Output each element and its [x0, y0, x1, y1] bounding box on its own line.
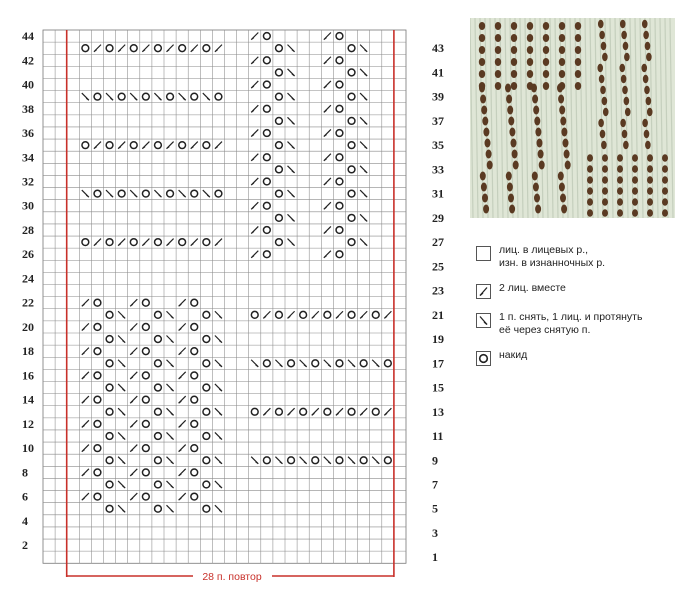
photo-eyelet — [559, 58, 565, 66]
photo-eyelet — [602, 176, 608, 184]
photo-eyelet — [482, 194, 488, 203]
row-number-right: 31 — [432, 186, 444, 201]
photo-eyelet — [647, 198, 653, 206]
photo-eyelet — [632, 198, 638, 206]
photo-eyelet — [543, 22, 549, 30]
row-number-left: 28 — [22, 222, 34, 237]
photo-eyelet — [535, 128, 541, 137]
row-number-right: 7 — [432, 477, 438, 492]
photo-eyelet — [619, 64, 625, 72]
photo-eyelet — [480, 172, 486, 181]
photo-eyelet — [644, 86, 650, 94]
photo-eyelet — [662, 154, 668, 162]
legend-item-k2tog — [476, 282, 686, 299]
photo-eyelet — [647, 187, 653, 195]
photo-eyelet — [646, 97, 652, 105]
legend-knit-line1: лиц. в лицевых р., — [499, 244, 589, 256]
photo-eyelet — [479, 84, 485, 93]
photo-eyelet — [507, 106, 513, 115]
photo-eyelet — [622, 86, 628, 94]
photo-eyelet — [565, 161, 571, 170]
row-number-right: 25 — [432, 259, 444, 274]
row-number-right: 17 — [432, 356, 444, 371]
photo-eyelet — [587, 187, 593, 195]
photo-eyelet — [481, 106, 487, 115]
photo-eyelet — [644, 130, 650, 138]
photo-eyelet — [647, 176, 653, 184]
photo-eyelet — [561, 128, 567, 137]
photo-eyelet — [561, 205, 567, 214]
photo-eyelet — [602, 165, 608, 173]
row-number-left: 16 — [22, 368, 34, 383]
photo-eyelet — [617, 165, 623, 173]
photo-eyelet — [559, 183, 565, 192]
photo-eyelet — [643, 31, 649, 39]
row-number-left: 36 — [22, 126, 34, 141]
photo-eyelet — [617, 176, 623, 184]
photo-eyelet — [495, 82, 501, 90]
row-number-left: 44 — [22, 29, 34, 44]
photo-eyelet — [559, 22, 565, 30]
photo-eyelet — [617, 198, 623, 206]
photo-eyelet — [485, 139, 491, 148]
photo-eyelet — [560, 194, 566, 203]
photo-eyelet — [623, 141, 629, 149]
photo-eyelet — [563, 139, 569, 148]
photo-eyelet — [632, 209, 638, 217]
photo-eyelet — [495, 58, 501, 66]
photo-eyelet — [558, 95, 564, 104]
legend-item-knit — [476, 244, 686, 270]
photo-eyelet — [479, 46, 485, 54]
photo-eyelet — [507, 183, 513, 192]
lace-photo — [470, 18, 675, 218]
photo-eyelet — [533, 183, 539, 192]
photo-eyelet — [602, 187, 608, 195]
photo-eyelet — [641, 64, 647, 72]
photo-eyelet — [509, 128, 515, 137]
row-number-left: 30 — [22, 198, 34, 213]
photo-eyelet — [587, 154, 593, 162]
photo-eyelet — [599, 31, 605, 39]
photo-eyelet — [559, 70, 565, 78]
photo-eyelet — [557, 84, 563, 93]
photo-eyelet — [537, 139, 543, 148]
photo-eyelet — [575, 70, 581, 78]
photo-eyelet — [645, 141, 651, 149]
photo-eyelet — [539, 161, 545, 170]
photo-eyelet — [587, 209, 593, 217]
photo-eyelet — [647, 165, 653, 173]
photo-eyelet — [662, 209, 668, 217]
photo-eyelet — [560, 117, 566, 126]
photo-eyelet — [620, 119, 626, 127]
photo-eyelet — [533, 106, 539, 115]
row-number-right: 37 — [432, 113, 444, 128]
row-number-right: 13 — [432, 404, 444, 419]
photo-eyelet — [495, 22, 501, 30]
photo-eyelet — [512, 150, 518, 159]
row-number-left: 40 — [22, 77, 34, 92]
photo-eyelet — [495, 46, 501, 54]
k2tog-symbol-icon — [476, 284, 491, 299]
legend-ssk-line1: 1 п. снять, 1 лиц. и протянуть — [499, 311, 643, 323]
row-number-left: 38 — [22, 101, 34, 116]
row-number-right: 1 — [432, 550, 438, 565]
repeat-label-text: 28 п. повтор — [202, 571, 262, 583]
photo-eyelet — [587, 176, 593, 184]
row-number-left: 32 — [22, 174, 34, 189]
row-number-right: 15 — [432, 380, 444, 395]
photo-eyelet — [564, 150, 570, 159]
photo-eyelet — [662, 198, 668, 206]
legend-knit-line2: изн. в изнанночных р. — [499, 257, 606, 269]
photo-eyelet — [602, 53, 608, 61]
legend-item-ssk — [476, 311, 686, 337]
photo-eyelet — [505, 84, 511, 93]
photo-eyelet — [662, 176, 668, 184]
photo-eyelet — [623, 42, 629, 50]
photo-eyelet — [617, 187, 623, 195]
row-number-left: 10 — [22, 441, 34, 456]
row-number-left: 18 — [22, 344, 34, 359]
row-number-right: 41 — [432, 65, 444, 80]
photo-eyelet — [534, 117, 540, 126]
photo-eyelet — [495, 70, 501, 78]
photo-eyelet — [559, 106, 565, 115]
photo-eyelet — [527, 70, 533, 78]
photo-eyelet — [559, 46, 565, 54]
photo-eyelet — [483, 128, 489, 137]
legend-ssk-line2: её через снятую п. — [499, 324, 591, 336]
photo-eyelet — [598, 119, 604, 127]
photo-eyelet — [601, 42, 607, 50]
row-number-right: 29 — [432, 210, 444, 225]
photo-eyelet — [527, 22, 533, 30]
photo-eyelet — [662, 187, 668, 195]
photo-eyelet — [575, 82, 581, 90]
photo-eyelet — [511, 58, 517, 66]
photo-eyelet — [647, 209, 653, 217]
photo-eyelet — [511, 70, 517, 78]
photo-eyelet — [598, 20, 604, 28]
photo-eyelet — [647, 154, 653, 162]
row-number-left: 4 — [22, 513, 28, 528]
photo-eyelet — [603, 108, 609, 116]
photo-eyelet — [662, 165, 668, 173]
row-number-left: 14 — [22, 392, 34, 407]
photo-eyelet — [495, 34, 501, 42]
photo-eyelet — [597, 64, 603, 72]
row-number-left: 34 — [22, 150, 34, 165]
photo-eyelet — [646, 53, 652, 61]
photo-eyelet — [632, 187, 638, 195]
photo-eyelet — [513, 161, 519, 170]
row-number-left: 24 — [22, 271, 34, 286]
photo-eyelet — [479, 70, 485, 78]
photo-eyelet — [538, 150, 544, 159]
row-number-right: 19 — [432, 332, 444, 347]
photo-eyelet — [527, 46, 533, 54]
legend-yo-text: накид — [499, 349, 528, 361]
photo-eyelet — [508, 194, 514, 203]
photo-eyelet — [601, 141, 607, 149]
photo-eyelet — [602, 198, 608, 206]
row-number-right: 5 — [432, 501, 438, 516]
photo-eyelet — [647, 108, 653, 116]
photo-eyelet — [559, 34, 565, 42]
knit-symbol-icon — [476, 246, 491, 261]
photo-eyelet — [511, 34, 517, 42]
legend-item-yo — [476, 349, 686, 366]
photo-eyelet — [532, 172, 538, 181]
knitted-lace-sample-photo — [470, 18, 675, 218]
row-number-left: 42 — [22, 53, 34, 68]
photo-eyelet — [487, 161, 493, 170]
photo-eyelet — [575, 58, 581, 66]
row-number-right: 39 — [432, 89, 444, 104]
row-number-right: 23 — [432, 283, 444, 298]
photo-eyelet — [480, 95, 486, 104]
row-number-left: 26 — [22, 247, 34, 262]
photo-eyelet — [617, 154, 623, 162]
photo-eyelet — [527, 34, 533, 42]
photo-eyelet — [532, 95, 538, 104]
photo-eyelet — [543, 34, 549, 42]
photo-eyelet — [482, 117, 488, 126]
photo-eyelet — [511, 22, 517, 30]
photo-eyelet — [625, 108, 631, 116]
photo-eyelet — [543, 82, 549, 90]
photo-eyelet — [543, 46, 549, 54]
photo-eyelet — [558, 172, 564, 181]
photo-eyelet — [645, 42, 651, 50]
photo-eyelet — [624, 97, 630, 105]
photo-eyelet — [506, 172, 512, 181]
photo-eyelet — [543, 70, 549, 78]
row-number-right: 43 — [432, 41, 444, 56]
photo-eyelet — [483, 205, 489, 214]
photo-eyelet — [543, 58, 549, 66]
photo-eyelet — [508, 117, 514, 126]
photo-eyelet — [511, 46, 517, 54]
photo-eyelet — [575, 34, 581, 42]
photo-eyelet — [632, 165, 638, 173]
photo-eyelet — [632, 154, 638, 162]
photo-eyelet — [486, 150, 492, 159]
photo-eyelet — [575, 22, 581, 30]
row-number-right: 21 — [432, 307, 444, 322]
photo-eyelet — [531, 84, 537, 93]
photo-eyelet — [622, 130, 628, 138]
photo-eyelet — [602, 154, 608, 162]
row-number-right: 33 — [432, 162, 444, 177]
photo-eyelet — [599, 75, 605, 83]
ssk-symbol-icon — [476, 313, 491, 328]
photo-eyelet — [534, 194, 540, 203]
photo-eyelet — [479, 58, 485, 66]
photo-eyelet — [587, 165, 593, 173]
photo-eyelet — [506, 95, 512, 104]
legend-k2tog-text: 2 лиц. вместе — [499, 282, 566, 294]
photo-eyelet — [479, 34, 485, 42]
photo-eyelet — [511, 82, 517, 90]
photo-eyelet — [600, 130, 606, 138]
row-number-left: 12 — [22, 416, 34, 431]
photo-eyelet — [535, 205, 541, 214]
row-number-right: 3 — [432, 525, 438, 540]
legend — [476, 244, 686, 378]
photo-eyelet — [511, 139, 517, 148]
row-number-left: 2 — [22, 538, 28, 553]
photo-eyelet — [620, 20, 626, 28]
photo-eyelet — [617, 209, 623, 217]
row-number-right: 11 — [432, 429, 444, 444]
photo-eyelet — [509, 205, 515, 214]
photo-eyelet — [575, 46, 581, 54]
row-number-left: 6 — [22, 489, 28, 504]
photo-eyelet — [602, 97, 608, 105]
row-number-right: 27 — [432, 235, 444, 250]
photo-eyelet — [479, 22, 485, 30]
photo-eyelet — [527, 58, 533, 66]
row-number-left: 8 — [22, 465, 28, 480]
photo-eyelet — [481, 183, 487, 192]
photo-eyelet — [621, 31, 627, 39]
row-number-right: 35 — [432, 138, 444, 153]
photo-eyelet — [632, 176, 638, 184]
photo-eyelet — [642, 20, 648, 28]
photo-eyelet — [624, 53, 630, 61]
photo-eyelet — [587, 198, 593, 206]
row-number-left: 20 — [22, 319, 34, 334]
row-number-left: 22 — [22, 295, 34, 310]
yarn-over-symbol-icon — [476, 351, 491, 366]
photo-eyelet — [642, 119, 648, 127]
photo-eyelet — [602, 209, 608, 217]
row-number-right: 9 — [432, 453, 438, 468]
photo-eyelet — [643, 75, 649, 83]
photo-eyelet — [621, 75, 627, 83]
photo-eyelet — [600, 86, 606, 94]
